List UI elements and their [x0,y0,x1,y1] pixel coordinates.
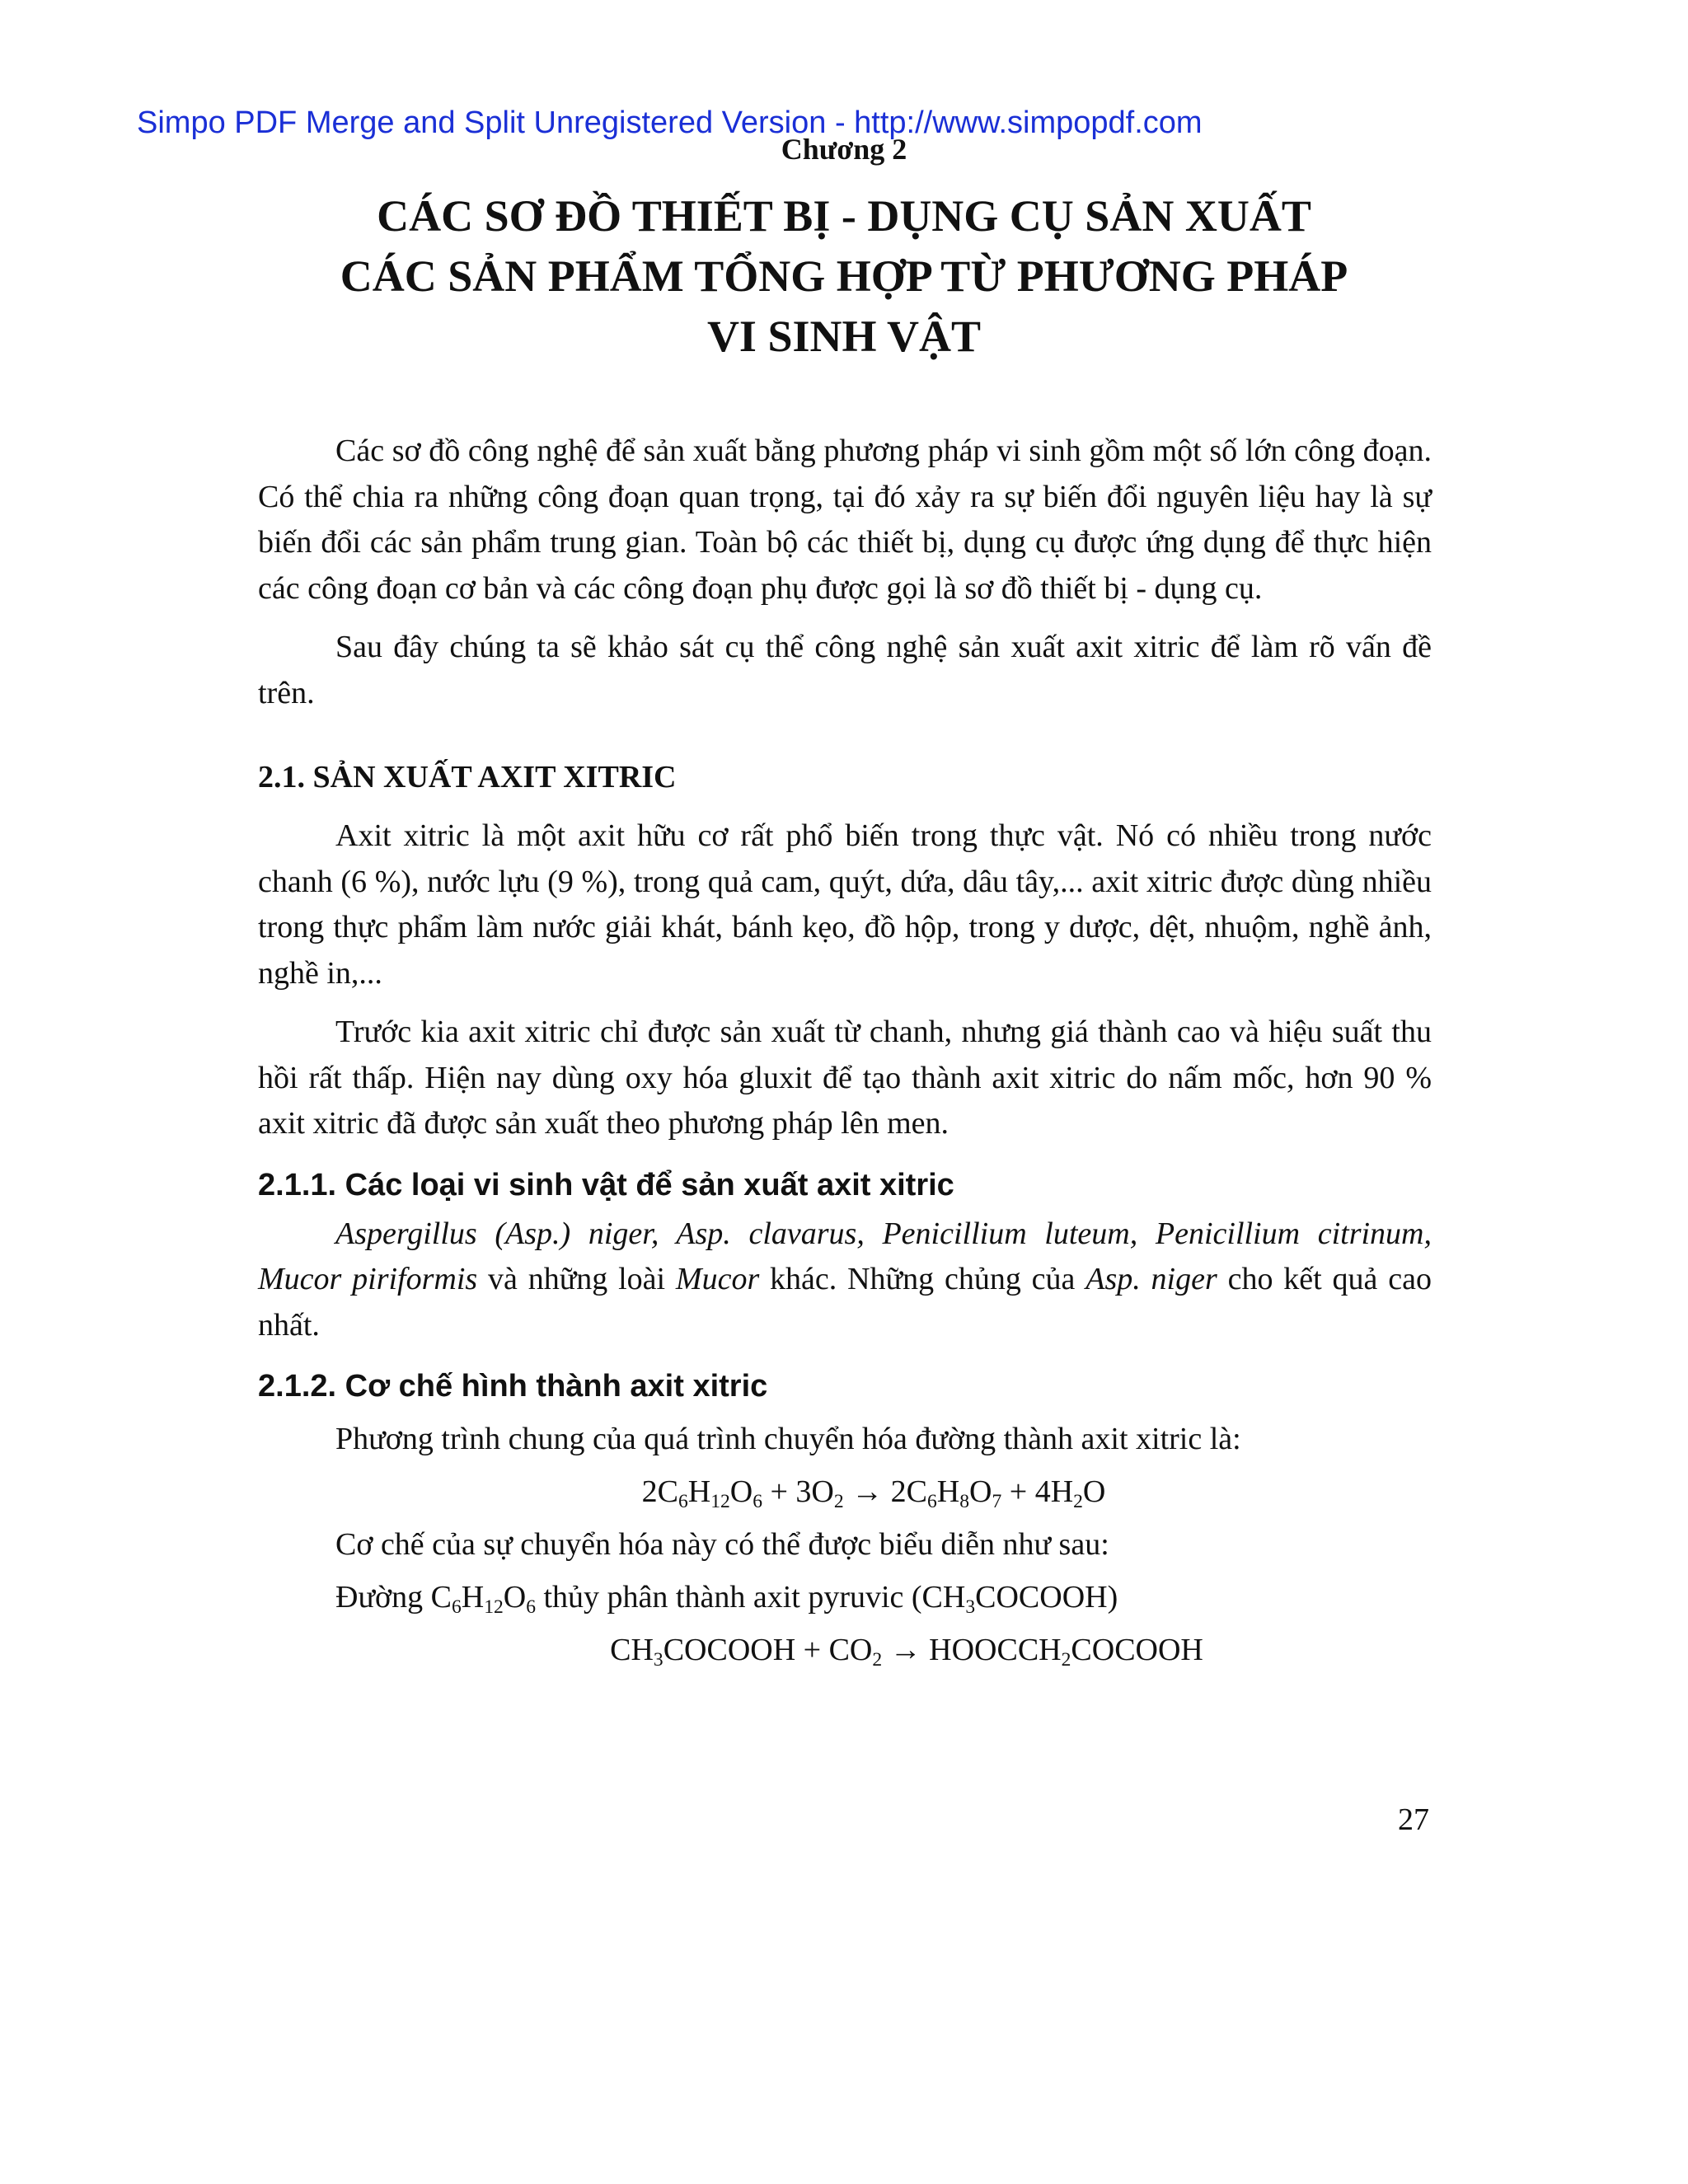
section-heading-2-1: 2.1. SẢN XUẤT AXIT XITRIC [258,760,677,794]
section-heading-2-1-1: 2.1.1. Các loại vi sinh vật để sản xuất axit xitric [258,1167,954,1202]
species-list: Aspergillus (Asp.) niger, Asp. clavarus, Penicillium luteum, Penicillium citrinum, Mucor piriformis [258,1216,1432,1296]
microorganisms-paragraph [258,1212,1432,1349]
section-2-1-paragraph-2: Trước kia axit xitric chỉ được sản xuất từ chanh, nhưng giá thành cao và hiệu suất thu hồi rất thấp. Hiện nay dùng oxy hóa gluxit để tạo thành axit xitric do nấm mốc, hơn 90 % axit xitric đã được sản xuất theo phương pháp lên men. [258,1015,1432,1141]
sugar-hydrolysis-line: Đường $C_6H_{12}O_6$ thủy phân thành axit pyruvic $(CH_3COCOOH)$ [335,1580,1118,1619]
title-line-1: CÁC SƠ ĐỒ THIẾT BỊ - DỤNG CỤ SẢN XUẤT [377,191,1311,241]
carboxylation-equation: $CH_3COCOOH + CO_2$ → $HOOCCH_2COCOOH$ [610,1633,1203,1671]
title-line-2: CÁC SẢN PHẨM TỔNG HỢP TỪ PHƯƠNG PHÁP [340,251,1348,301]
title-line-3: VI SINH VẬT [706,312,982,361]
text-fragment: và những loài [477,1262,676,1296]
strain-name: Asp. niger [1085,1262,1217,1296]
intro-paragraph-2: Sau đây chúng ta sẽ khảo sát cụ thể công nghệ sản xuất axit xitric để làm rõ vấn đề trên. [258,630,1432,710]
watermark: Simpo PDF Merge and Split Unregistered Version - http://www.simpopdf.com [137,105,1203,140]
page-number: 27 [1398,1802,1429,1837]
chapter-label: Chương 2 [781,133,907,166]
genus-name: Mucor [675,1262,760,1296]
text-fragment: cho kết quả cao nhất. [258,1262,1432,1343]
overall-reaction-equation: $2C_6H_{12}O_6 + 3O_2 \to 2C_6H_8O_7 + 4H_2O$ [641,1474,1106,1513]
equation-intro: Phương trình chung của quá trình chuyển hóa đường thành axit xitric là: [335,1422,1241,1456]
text-fragment: khác. Những chủng của [759,1262,1086,1296]
mechanism-intro: Cơ chế của sự chuyển hóa này có thể được biểu diễn như sau: [335,1527,1109,1562]
body-content [258,429,1432,1676]
chapter-title [0,186,1688,367]
section-heading-2-1-2: 2.1.2. Cơ chế hình thành axit xitric [258,1369,768,1404]
intro-paragraph-1: Các sơ đồ công nghệ để sản xuất bằng phương pháp vi sinh gồm một số lớn công đoạn. Có thể chia ra những công đoạn quan trọng, tại đó xảy ra sự biến đổi nguyên liệu hay là sự biến đổi các sản phẩm trung gian. Toàn bộ các thiết bị, dụng cụ được ứng dụng để thực hiện các công đoạn cơ bản và các công đoạn phụ được gọi là sơ đồ thiết bị - dụng cụ. [258,434,1432,606]
section-2-1-paragraph-1: Axit xitric là một axit hữu cơ rất phổ biến trong thực vật. Nó có nhiều trong nước chanh (6 %), nước lựu (9 %), trong quả cam, quýt, dứa, dâu tây,... axit xitric được dùng nhiều trong thực phẩm làm nước giải khát, bánh kẹo, đồ hộp, trong y dược, dệt, nhuộm, nghề ảnh, nghề in,... [258,818,1432,991]
